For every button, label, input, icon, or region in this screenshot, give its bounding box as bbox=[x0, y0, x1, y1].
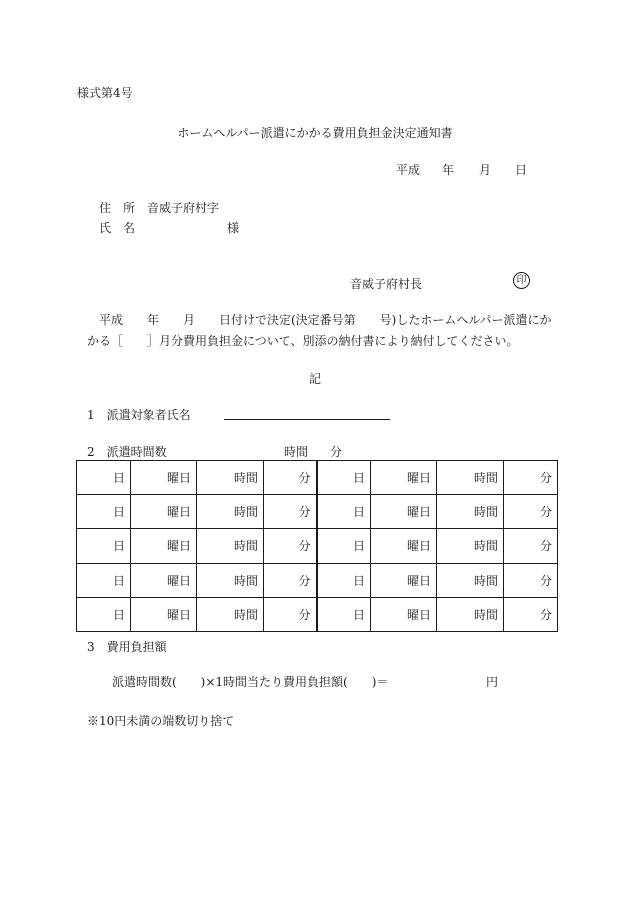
schedule-cell[interactable]: 日 bbox=[77, 461, 131, 495]
schedule-cell[interactable]: 時間 bbox=[437, 529, 504, 563]
name-honorific: 様 bbox=[227, 221, 240, 235]
cost-formula: 派遣時間数( )×1時間当たり費用負担額( )＝ bbox=[112, 675, 389, 689]
schedule-cell[interactable]: 曜日 bbox=[131, 529, 197, 563]
schedule-row bbox=[77, 563, 558, 597]
kigo-heading: 記 bbox=[308, 372, 321, 386]
schedule-cell[interactable]: 分 bbox=[264, 461, 317, 495]
schedule-cell[interactable]: 日 bbox=[317, 529, 371, 563]
date-year: 年 bbox=[442, 163, 455, 177]
schedule-cell[interactable]: 曜日 bbox=[131, 495, 197, 529]
schedule-cell[interactable]: 分 bbox=[504, 529, 558, 563]
address-row bbox=[99, 199, 219, 216]
date-day: 日 bbox=[515, 163, 528, 177]
schedule-cell[interactable]: 時間 bbox=[197, 563, 264, 597]
seal-mark: 印 bbox=[513, 272, 530, 289]
schedule-cell[interactable]: 曜日 bbox=[371, 563, 437, 597]
schedule-cell[interactable]: 日 bbox=[317, 563, 371, 597]
body-text-line-2: かる［ ］月分費用負担金について、別添の納付書により納付してください。 bbox=[87, 334, 519, 348]
schedule-cell[interactable]: 時間 bbox=[197, 495, 264, 529]
schedule-cell[interactable]: 分 bbox=[504, 563, 558, 597]
schedule-cell[interactable]: 分 bbox=[264, 597, 317, 631]
name-row bbox=[99, 219, 239, 236]
schedule-cell[interactable]: 時間 bbox=[197, 529, 264, 563]
schedule-cell[interactable]: 分 bbox=[504, 597, 558, 631]
schedule-cell[interactable]: 時間 bbox=[437, 495, 504, 529]
schedule-cell[interactable]: 時間 bbox=[197, 597, 264, 631]
date-line bbox=[396, 161, 527, 178]
schedule-cell[interactable]: 曜日 bbox=[371, 597, 437, 631]
date-month: 月 bbox=[479, 163, 492, 177]
schedule-cell[interactable]: 曜日 bbox=[131, 563, 197, 597]
schedule-cell[interactable]: 分 bbox=[264, 563, 317, 597]
item-2-hours: 時間 bbox=[284, 445, 309, 459]
schedule-cell[interactable]: 分 bbox=[504, 461, 558, 495]
schedule-cell[interactable]: 曜日 bbox=[371, 495, 437, 529]
address-label: 住 所 bbox=[99, 201, 136, 215]
sender-name: 音威子府村長 bbox=[350, 277, 423, 291]
schedule-cell[interactable]: 日 bbox=[317, 461, 371, 495]
form-number: 様式第4号 bbox=[77, 86, 133, 100]
cost-yen-unit: 円 bbox=[486, 675, 499, 689]
item-2-minutes: 分 bbox=[330, 445, 343, 459]
schedule-cell[interactable]: 分 bbox=[264, 529, 317, 563]
schedule-row bbox=[77, 597, 558, 631]
address-value: 音威子府村字 bbox=[147, 201, 220, 215]
schedule-cell[interactable]: 時間 bbox=[437, 563, 504, 597]
body-text-line-1: 平成 年 月 日付けで決定(決定番号第 号)したホームヘルパー派遣にか bbox=[99, 313, 552, 327]
schedule-cell[interactable]: 日 bbox=[77, 529, 131, 563]
item-1-underline bbox=[224, 419, 390, 420]
schedule-cell[interactable]: 日 bbox=[77, 597, 131, 631]
schedule-cell[interactable]: 分 bbox=[504, 495, 558, 529]
schedule-cell[interactable]: 時間 bbox=[197, 461, 264, 495]
schedule-cell[interactable]: 曜日 bbox=[131, 597, 197, 631]
schedule-cell[interactable]: 日 bbox=[77, 495, 131, 529]
schedule-row bbox=[77, 495, 558, 529]
schedule-cell[interactable]: 日 bbox=[77, 563, 131, 597]
schedule-table bbox=[76, 460, 558, 632]
item-1-label: 1 派遣対象者氏名 bbox=[87, 408, 191, 422]
schedule-cell[interactable]: 分 bbox=[264, 495, 317, 529]
schedule-row bbox=[77, 461, 558, 495]
document-title: ホームヘルパー派遣にかかる費用負担金決定通知書 bbox=[177, 126, 453, 140]
schedule-cell[interactable]: 曜日 bbox=[371, 461, 437, 495]
schedule-cell[interactable]: 時間 bbox=[437, 461, 504, 495]
schedule-cell[interactable]: 時間 bbox=[437, 597, 504, 631]
item-3-label: 3 費用負担額 bbox=[87, 640, 167, 654]
schedule-cell[interactable]: 日 bbox=[317, 495, 371, 529]
item-2-label: 2 派遣時間数 bbox=[87, 445, 167, 459]
name-label: 氏 名 bbox=[99, 221, 136, 235]
rounding-note: ※10円未満の端数切り捨て bbox=[87, 714, 235, 728]
date-era: 平成 bbox=[396, 163, 421, 177]
schedule-cell[interactable]: 日 bbox=[317, 597, 371, 631]
schedule-cell[interactable]: 曜日 bbox=[131, 461, 197, 495]
schedule-row bbox=[77, 529, 558, 563]
schedule-cell[interactable]: 曜日 bbox=[371, 529, 437, 563]
